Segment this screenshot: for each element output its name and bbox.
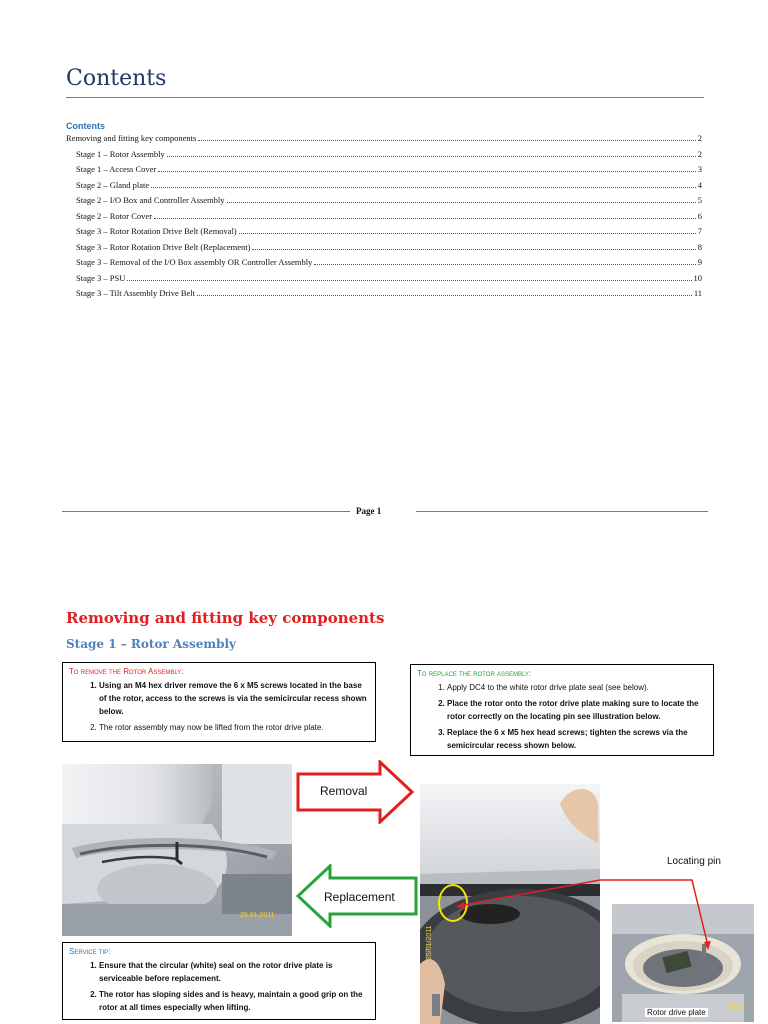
page-footer-rule-left — [62, 511, 350, 512]
toc-entry-page: 4 — [697, 179, 702, 190]
toc-entry-title: Stage 3 – Rotor Rotation Drive Belt (Removal) — [76, 226, 237, 236]
drive-plate-caption: Rotor drive plate — [647, 1008, 706, 1017]
toc-entry-title: Stage 3 – PSU — [76, 272, 126, 283]
remove-instructions-box — [62, 662, 376, 742]
toc-entry-title: Stage 2 – Gland plate — [76, 179, 150, 190]
toc-entry-title: Stage 2 – Rotor Cover — [76, 210, 153, 221]
toc-entry[interactable] — [66, 273, 702, 289]
toc-entry-title: Stage 3 – Tilt Assembly Drive Belt — [76, 288, 196, 298]
toc-entry-page: 7 — [697, 226, 702, 236]
remove-step: 2. The rotor assembly may now be lifted from the rotor drive plate. — [99, 721, 369, 734]
service-tip-box — [62, 942, 376, 1020]
replace-steps — [417, 681, 707, 752]
toc-entry[interactable] — [66, 242, 702, 258]
replace-instructions-box — [410, 664, 714, 756]
toc-leader-dots — [127, 279, 691, 281]
toc-entry[interactable] — [66, 133, 702, 149]
toc-leader-dots — [154, 217, 696, 219]
toc-entry-title: Stage 3 – Rotor Rotation Drive Belt (Replacement) — [76, 241, 251, 252]
toc-leader-dots — [239, 232, 696, 234]
toc-entry-title: Removing and fitting key components — [66, 133, 197, 143]
service-tip-steps — [69, 959, 369, 1014]
toc-entry[interactable] — [66, 164, 702, 180]
rotor-removal-photo — [62, 764, 292, 936]
remove-step: 1. Using an M4 hex driver remove the 6 x M5 screws located in the base of the rotor, access to the screws is via the semicircular recess shown below. — [99, 679, 369, 718]
toc-entry-title: Stage 1 – Access Cover — [76, 164, 157, 174]
replace-step: 3. Replace the 6 x M5 hex head screws; tighten the screws via the semicircular recess shown below. — [447, 726, 707, 752]
photo-date-stamp: 25.01.2011 — [240, 912, 275, 919]
toc-entry[interactable] — [66, 257, 702, 273]
toc-leader-dots — [252, 248, 695, 250]
toc-entry-page: 9 — [697, 257, 702, 267]
toc-entry-page: 2 — [697, 148, 702, 159]
toc-entry-page: 8 — [697, 241, 702, 252]
toc-entry[interactable] — [66, 180, 702, 196]
heading-rule — [66, 97, 704, 98]
photo-date-stamp: 25.01 — [728, 1004, 746, 1011]
contents-heading: Contents — [66, 66, 167, 91]
locating-pin-label: Locating pin — [667, 856, 721, 867]
replacement-arrow-label: Replacement — [324, 890, 395, 904]
toc-entry[interactable] — [66, 211, 702, 227]
toc-entry-page: 6 — [697, 210, 702, 221]
service-tip-heading: Service tip: — [69, 947, 111, 956]
section-title: Removing and fitting key components — [66, 609, 385, 627]
toc-entry-page: 5 — [697, 195, 702, 205]
remove-steps — [69, 679, 369, 734]
toc-entry[interactable] — [66, 149, 702, 165]
toc-entry-title: Stage 1 – Rotor Assembly — [76, 148, 165, 159]
toc-label: Contents — [66, 121, 105, 131]
toc-leader-dots — [314, 263, 695, 265]
photo-date-stamp: 25/01/2011 — [426, 925, 433, 960]
toc-leader-dots — [151, 186, 696, 188]
page-footer-rule-right — [416, 511, 708, 512]
toc-entry-title: Stage 2 – I/O Box and Controller Assembly — [76, 195, 225, 205]
toc-leader-dots — [158, 170, 695, 172]
rotor-removal-illustration — [62, 764, 292, 936]
toc-entry-page: 11 — [693, 288, 702, 298]
toc-entry[interactable] — [66, 226, 702, 242]
toc-entry-title: Stage 3 – Removal of the I/O Box assembly OR Controller Assembly — [76, 257, 313, 267]
remove-box-heading: To remove the Rotor Assembly: — [69, 667, 184, 676]
toc-entry[interactable] — [66, 288, 702, 304]
service-tip-step: 1. Ensure that the circular (white) seal on the rotor drive plate is serviceable before replacement. — [99, 959, 369, 985]
removal-arrow-label: Removal — [320, 784, 368, 798]
toc-entry-page: 10 — [693, 272, 702, 283]
table-of-contents — [66, 133, 702, 304]
toc-entry-page: 3 — [697, 164, 702, 174]
toc-leader-dots — [197, 294, 692, 296]
toc-leader-dots — [198, 139, 695, 141]
replace-step: 1. Apply DC4 to the white rotor drive plate seal (see below). — [447, 681, 707, 694]
replace-box-heading: To replace the rotor assembly: — [417, 669, 532, 678]
toc-leader-dots — [167, 155, 696, 157]
locating-pin-pointer — [440, 866, 720, 956]
replace-step: 2. Place the rotor onto the rotor drive plate making sure to locate the rotor correctly on the locating pin see illustration below. — [447, 697, 707, 723]
section-subtitle: Stage 1 – Rotor Assembly — [66, 637, 236, 651]
toc-leader-dots — [227, 201, 696, 203]
service-tip-step: 2. The rotor has sloping sides and is heavy, maintain a good grip on the rotor at all times especially when lifting. — [99, 988, 369, 1014]
toc-entry-page: 2 — [697, 133, 702, 143]
page-number: Page 1 — [356, 506, 382, 516]
toc-entry[interactable] — [66, 195, 702, 211]
